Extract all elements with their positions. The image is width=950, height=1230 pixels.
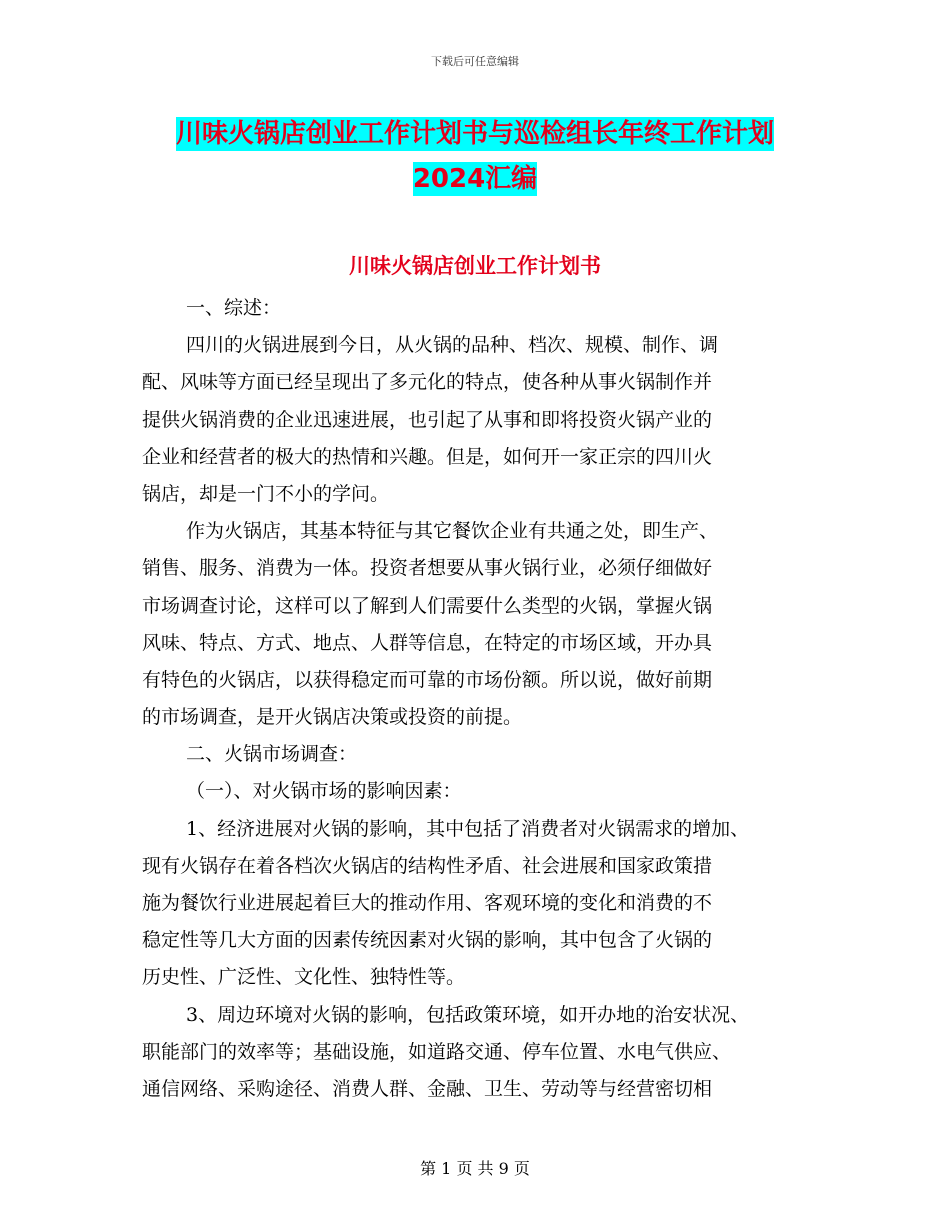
text-line: 市场调查讨论，这样可以了解到人们需要什么类型的火锅，掌握火锅	[142, 594, 713, 617]
text-line: 配、风味等方面已经呈现出了多元化的特点，使各种从事火锅制作并	[142, 371, 713, 394]
header-note: 下载后可任意编辑	[431, 55, 519, 68]
text-line: 锅店，却是一门不小的学问。	[142, 482, 390, 505]
text-line: 稳定性等几大方面的因素传统因素对火锅的影响，其中包含了火锅的	[142, 929, 713, 952]
text-line: 3、周边环境对火锅的影响，包括政策环境，如开办地的治安状况、	[186, 1003, 750, 1026]
text-line: 历史性、广泛性、文化性、独特性等。	[142, 966, 466, 989]
document-title-line-1	[0, 113, 950, 150]
text-line: 风味、特点、方式、地点、人群等信息，在特定的市场区域，开办具	[142, 631, 713, 654]
text-line: （一）、对火锅市场的影响因素：	[186, 780, 462, 803]
page-footer: 第 1 页 共 9 页	[420, 1159, 530, 1178]
text-line: 四川的火锅进展到今日，从火锅的品种、档次、规模、制作、调	[186, 334, 719, 357]
body-text	[142, 290, 822, 1108]
text-line: 现有火锅存在着各档次火锅店的结构性矛盾、社会进展和国家政策措	[142, 854, 713, 877]
document-title-text-2: 2024汇编	[412, 164, 538, 194]
text-line: 有特色的火锅店，以获得稳定而可靠的市场份额。所以说，做好前期	[142, 668, 713, 691]
section-title: 川味火锅店创业工作计划书	[349, 254, 601, 278]
document-title-line-2	[0, 158, 950, 195]
text-line: 的市场调查，是开火锅店决策或投资的前提。	[142, 706, 523, 729]
text-line: 提供火锅消费的企业迅速进展，也引起了从事和即将投资火锅产业的	[142, 408, 713, 431]
text-line: 通信网络、采购途径、消费人群、金融、卫生、劳动等与经营密切相	[142, 1077, 713, 1100]
text-line: 1、经济进展对火锅的影响，其中包括了消费者对火锅需求的增加、	[186, 817, 750, 840]
document-title-text-1: 川味火锅店创业工作计划书与巡检组长年终工作计划	[175, 119, 774, 149]
text-line: 作为火锅店，其基本特征与其它餐饮企业有共通之处，即生产、	[186, 520, 719, 543]
text-line: 职能部门的效率等；基础设施，如道路交通、停车位置、水电气供应、	[142, 1040, 732, 1063]
text-line: 销售、服务、消费为一体。投资者想要从事火锅行业，必须仔细做好	[142, 557, 713, 580]
text-line: 企业和经营者的极大的热情和兴趣。但是，如何开一家正宗的四川火	[142, 445, 713, 468]
text-line: 二、火锅市场调查：	[186, 743, 358, 766]
text-line: 施为餐饮行业进展起着巨大的推动作用、客观环境的变化和消费的不	[142, 892, 713, 914]
text-line: 一、综述：	[186, 297, 282, 319]
